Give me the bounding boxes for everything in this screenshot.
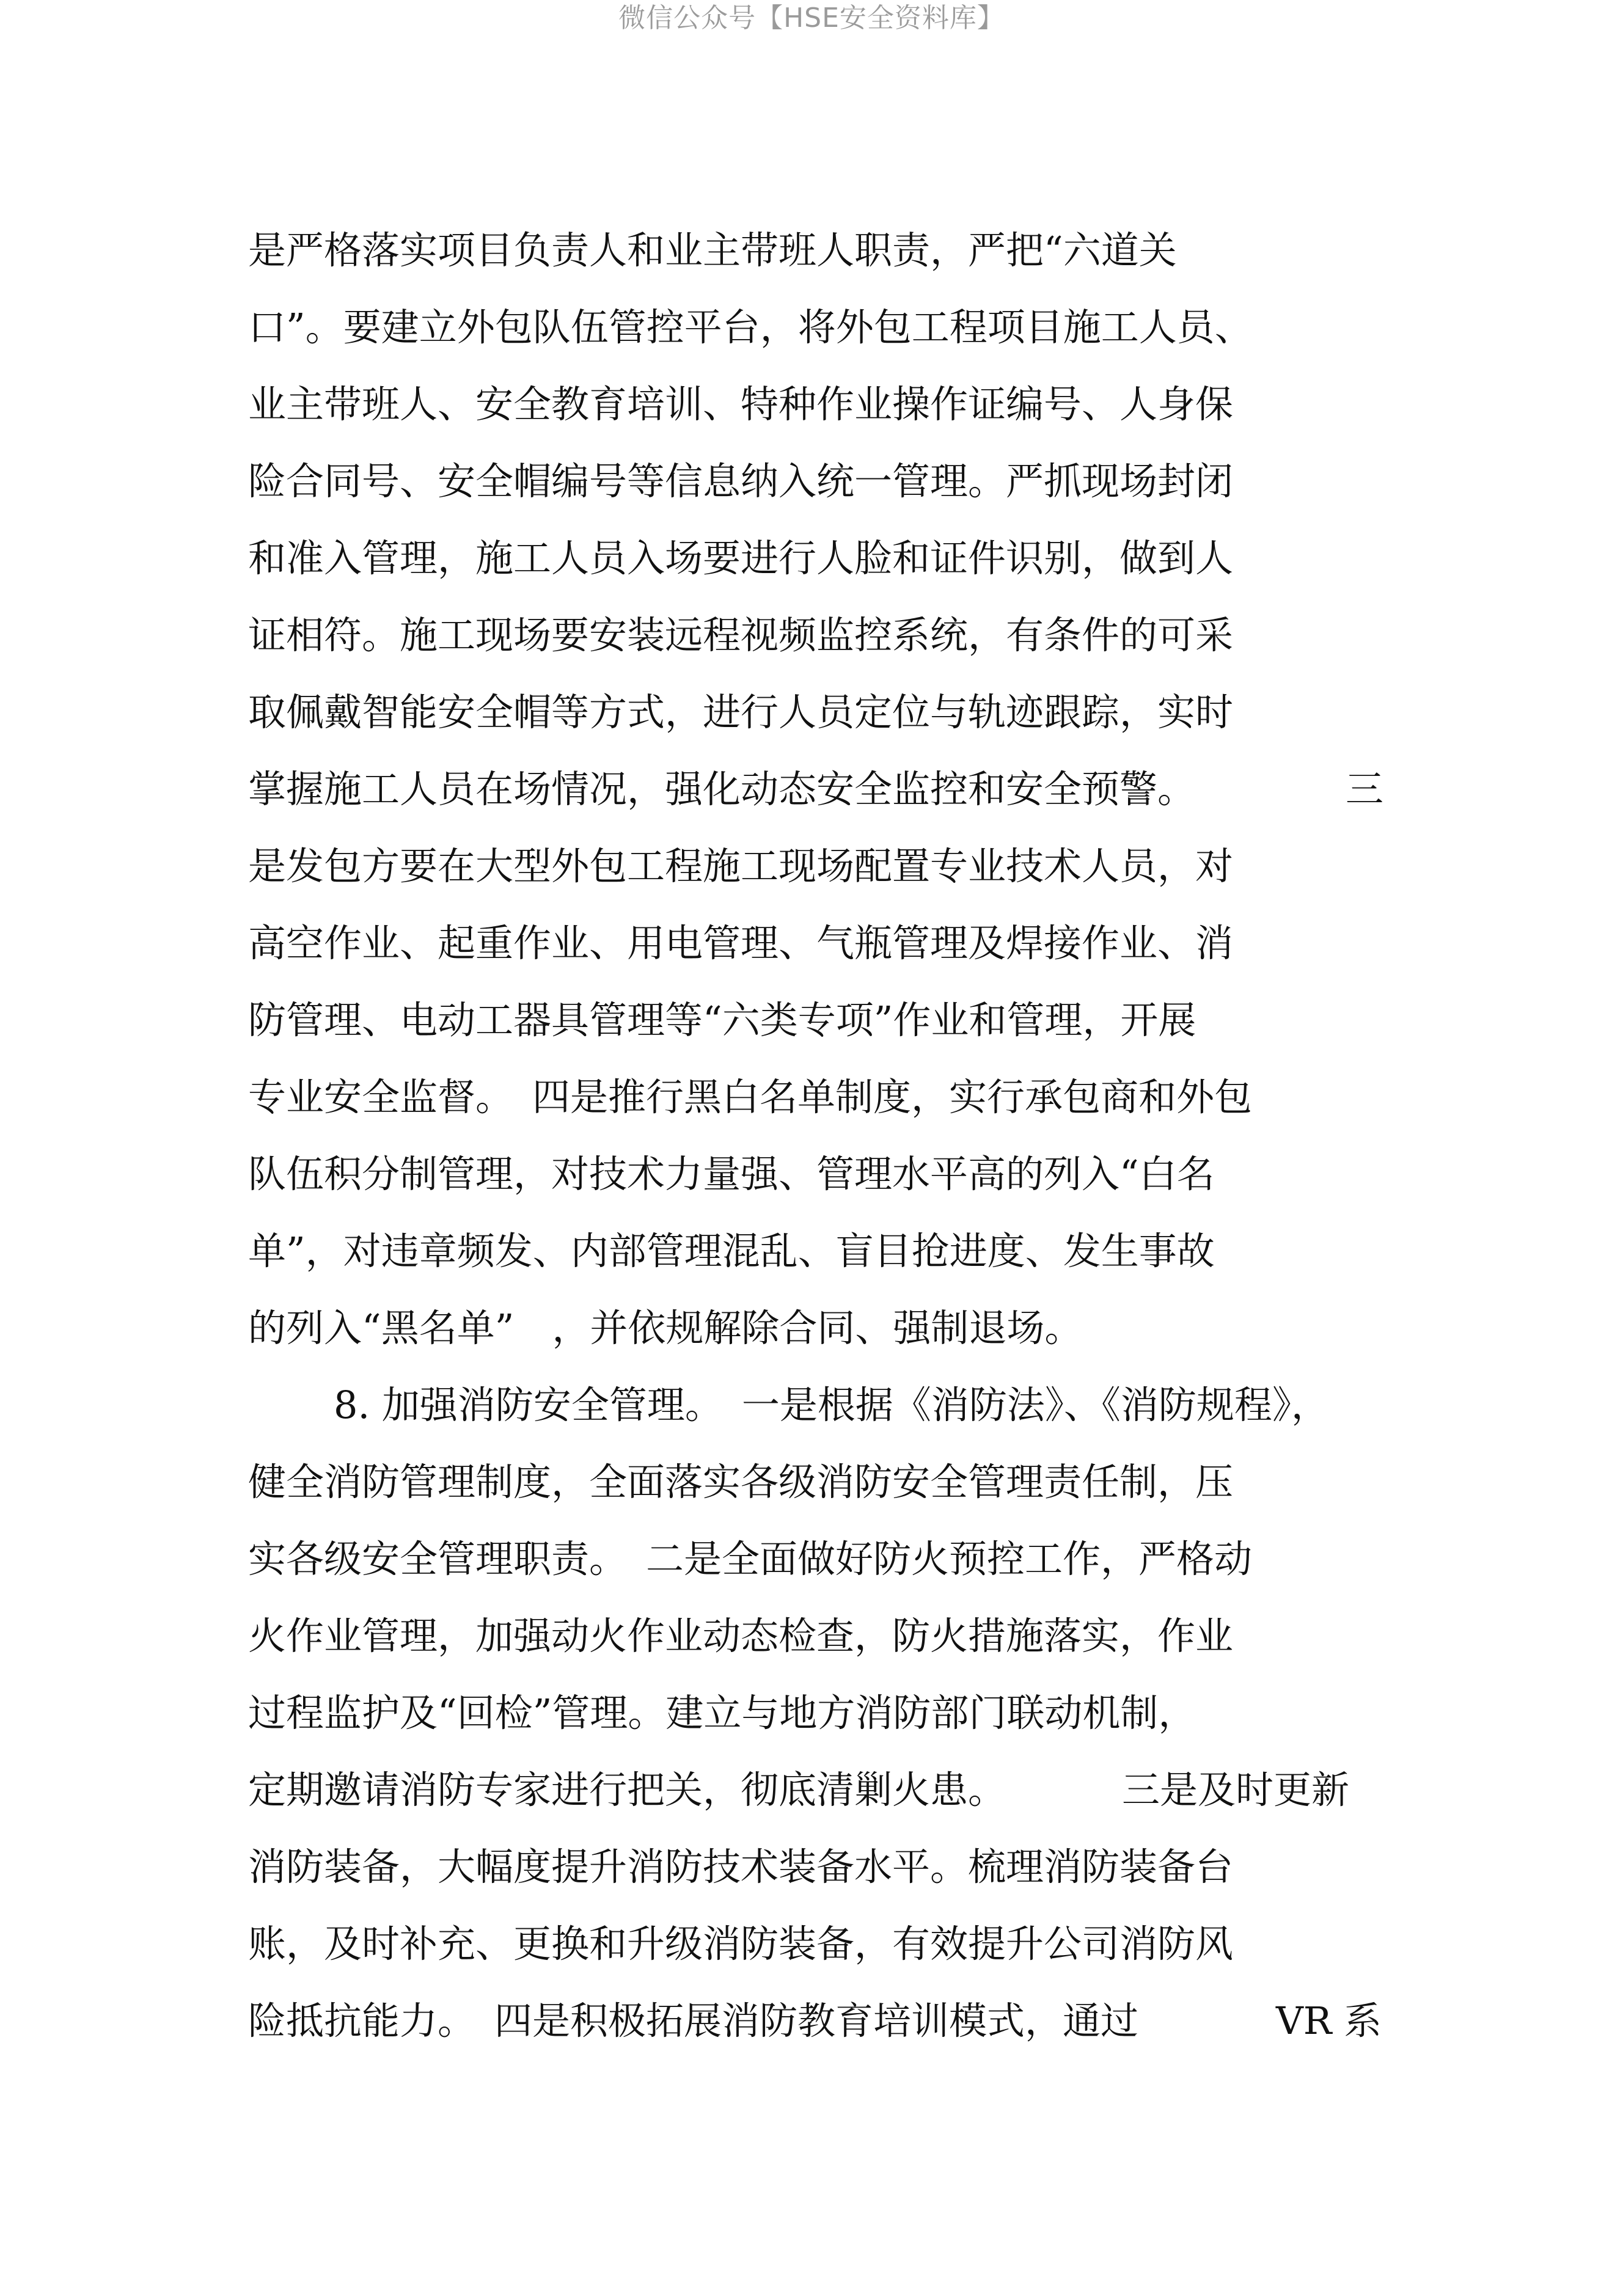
line-text: 高空作业、起重作业、用电管理、气瓶管理及焊接作业、消 — [248, 921, 1234, 965]
line-text: 业主带班人、安全教育培训、特种作业操作证编号、人身保 — [248, 382, 1234, 426]
paragraph-line — [248, 1301, 1409, 1378]
line-text: 专业安全监督。 四是推行黑白名单制度，实行承包商和外包 — [248, 1075, 1253, 1119]
line-text: 是严格落实项目负责人和业主带班人职责，严把“六道关 — [248, 228, 1177, 272]
line-text: 队伍积分制管理，对技术力量强、管理水平高的列入“白名 — [248, 1152, 1215, 1196]
line-right-fragment: 三是及时更新 — [1122, 1768, 1350, 1812]
line-text: 过程监护及“回检”管理。建立与地方消防部门联动机制， — [248, 1691, 1196, 1735]
line-right-fragment: 三 — [1346, 767, 1384, 811]
paragraph-line — [248, 1763, 1409, 1840]
paragraph-line — [248, 1224, 1409, 1301]
paragraph-line — [248, 685, 1409, 762]
line-text: 账，及时补充、更换和升级消防装备，有效提升公司消防风 — [248, 1921, 1234, 1966]
line-text: 是发包方要在大型外包工程施工现场配置专业技术人员，对 — [248, 844, 1234, 888]
watermark: 微信公众号【HSE安全资料库】 — [618, 2, 1005, 34]
paragraph-line — [248, 762, 1409, 839]
paragraph-line — [248, 223, 1409, 300]
paragraph-line — [248, 839, 1409, 916]
paragraph-line — [248, 1532, 1409, 1609]
line-text: 实各级安全管理职责。 二是全面做好防火预控工作，严格动 — [248, 1537, 1253, 1581]
line-text: 掌握施工人员在场情况，强化动态安全监控和安全预警。 — [248, 767, 1196, 811]
line-text: 防管理、电动工器具管理等“六类专项”作业和管理，开展 — [248, 998, 1196, 1042]
line-text: 证相符。施工现场要安装远程视频监控系统，有条件的可采 — [248, 613, 1234, 657]
document-body — [248, 223, 1409, 2071]
line-text: 消防装备，大幅度提升消防技术装备水平。梳理消防装备台 — [248, 1844, 1234, 1889]
line-text: 8. 加强消防安全管理。 一是根据《消防法》、《消防规程》， — [334, 1383, 1329, 1427]
line-text: 取佩戴智能安全帽等方式，进行人员定位与轨迹跟踪，实时 — [248, 690, 1234, 734]
paragraph-line — [248, 1609, 1409, 1686]
section-heading-line — [248, 1378, 1409, 1455]
line-text: 险合同号、安全帽编号等信息纳入统一管理。严抓现场封闭 — [248, 459, 1234, 503]
line-text: 的列入“黑名单” ，并依规解除合同、强制退场。 — [248, 1306, 1083, 1350]
line-text: 火作业管理，加强动火作业动态检查，防火措施落实，作业 — [248, 1614, 1234, 1658]
paragraph-line — [248, 454, 1409, 531]
paragraph-line — [248, 916, 1409, 993]
paragraph-line — [248, 377, 1409, 454]
paragraph-line — [248, 1917, 1409, 1994]
paragraph-line — [248, 1686, 1409, 1763]
line-text: 单”，对违章频发、内部管理混乱、盲目抢进度、发生事故 — [248, 1229, 1215, 1273]
paragraph-line — [248, 1070, 1409, 1147]
paragraph-line — [248, 1147, 1409, 1224]
line-text: 和准入管理，施工人员入场要进行人脸和证件识别，做到人 — [248, 536, 1234, 580]
paragraph-line — [248, 300, 1409, 377]
line-text: 口”。要建立外包队伍管控平台，将外包工程项目施工人员、 — [248, 305, 1253, 349]
paragraph-line — [248, 1455, 1409, 1532]
paragraph-line — [248, 993, 1409, 1070]
line-right-fragment: VR 系 — [1276, 1998, 1382, 2043]
paragraph-line — [248, 531, 1409, 608]
paragraph-line — [248, 1994, 1409, 2071]
line-text: 健全消防管理制度，全面落实各级消防安全管理责任制，压 — [248, 1460, 1234, 1504]
paragraph-line — [248, 1840, 1409, 1917]
paragraph-line — [248, 608, 1409, 685]
line-text: 定期邀请消防专家进行把关，彻底清剿火患。 — [248, 1768, 1006, 1812]
line-text: 险抵抗能力。 四是积极拓展消防教育培训模式，通过 — [248, 1998, 1139, 2043]
